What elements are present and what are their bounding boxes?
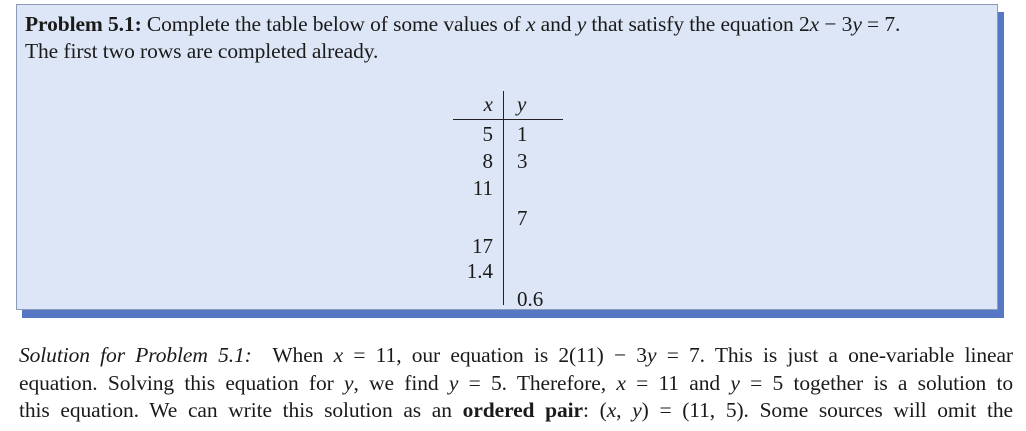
var-x: x xyxy=(525,12,536,36)
solution-text-segment: equation. Solving this equation for xyxy=(19,370,345,395)
table-cell-y xyxy=(517,175,557,201)
table-cell-y: 3 xyxy=(517,149,528,173)
table-cell-y xyxy=(517,258,557,284)
table-cell-y: 7 xyxy=(517,206,528,230)
ordered-pair-term: ordered pair xyxy=(462,398,583,422)
xy-table xyxy=(453,91,563,311)
problem-box xyxy=(16,4,998,310)
table-vertical-rule xyxy=(503,91,504,305)
var-y: y xyxy=(448,370,459,395)
solution-text-segment: = 11, our equation is 2(11) − 3 xyxy=(343,343,647,367)
solution-text-segment: = 5. Therefore, xyxy=(458,370,617,395)
solution-text-segment: this equation. We can write this solution as an xyxy=(19,398,463,422)
var-y: y xyxy=(730,370,740,395)
table-header-y: y xyxy=(517,92,527,116)
table-cell-x: 11 xyxy=(472,176,493,200)
table-horizontal-rule xyxy=(453,119,563,120)
table-header-x: x xyxy=(483,92,493,116)
solution-line-1 xyxy=(19,342,1013,370)
problem-text-segment: − 3 xyxy=(819,12,853,36)
table-cell-x: 5 xyxy=(482,122,493,146)
problem-text-segment: Complete the table below of some values of xyxy=(141,12,526,36)
problem-line-2: The first two rows are completed already. xyxy=(25,39,379,63)
problem-line-1 xyxy=(25,11,993,38)
solution-text-segment: ) = (11, 5). Some sources will omit the xyxy=(641,398,1013,422)
table-cell-y xyxy=(517,233,557,259)
var-x: x xyxy=(606,398,617,422)
table-cell-x: 17 xyxy=(472,234,493,258)
var-x: x xyxy=(809,12,820,36)
var-x: x xyxy=(616,370,626,395)
solution-text-segment: = 11 and xyxy=(625,370,731,395)
solution-text-segment: = 7. This is just a one-variable linear xyxy=(656,343,1013,367)
var-y: y xyxy=(632,398,642,422)
table-cell-x xyxy=(453,286,493,312)
solution-lead: Solution for Problem 5.1: xyxy=(19,343,252,367)
var-y: y xyxy=(646,343,657,367)
problem-text-segment: and xyxy=(535,12,577,36)
table-cell-x: 1.4 xyxy=(466,259,493,283)
solution-text-segment: : ( xyxy=(583,398,607,422)
var-y: y xyxy=(344,370,354,395)
var-y: y xyxy=(576,12,587,36)
problem-text-segment: = 7. xyxy=(861,12,901,36)
problem-statement xyxy=(25,11,993,65)
solution-text-segment: = 5 together is a solution to xyxy=(739,370,1014,395)
table-cell-y: 0.6 xyxy=(517,287,544,311)
problem-label: Problem 5.1: xyxy=(25,12,142,36)
solution-text-segment: , we find xyxy=(353,370,449,395)
solution-paragraph xyxy=(19,342,1013,425)
table-cell-x xyxy=(453,205,493,231)
table-cell-y: 1 xyxy=(517,122,528,146)
var-x: x xyxy=(333,343,344,367)
solution-text-segment: , xyxy=(616,398,633,422)
solution-line-2 xyxy=(19,370,1013,398)
problem-text-segment: that satisfy the equation 2 xyxy=(586,12,810,36)
var-y: y xyxy=(852,12,862,36)
solution-line-3 xyxy=(19,397,1013,425)
solution-text-segment: When xyxy=(272,343,334,367)
table-cell-x: 8 xyxy=(482,149,493,173)
